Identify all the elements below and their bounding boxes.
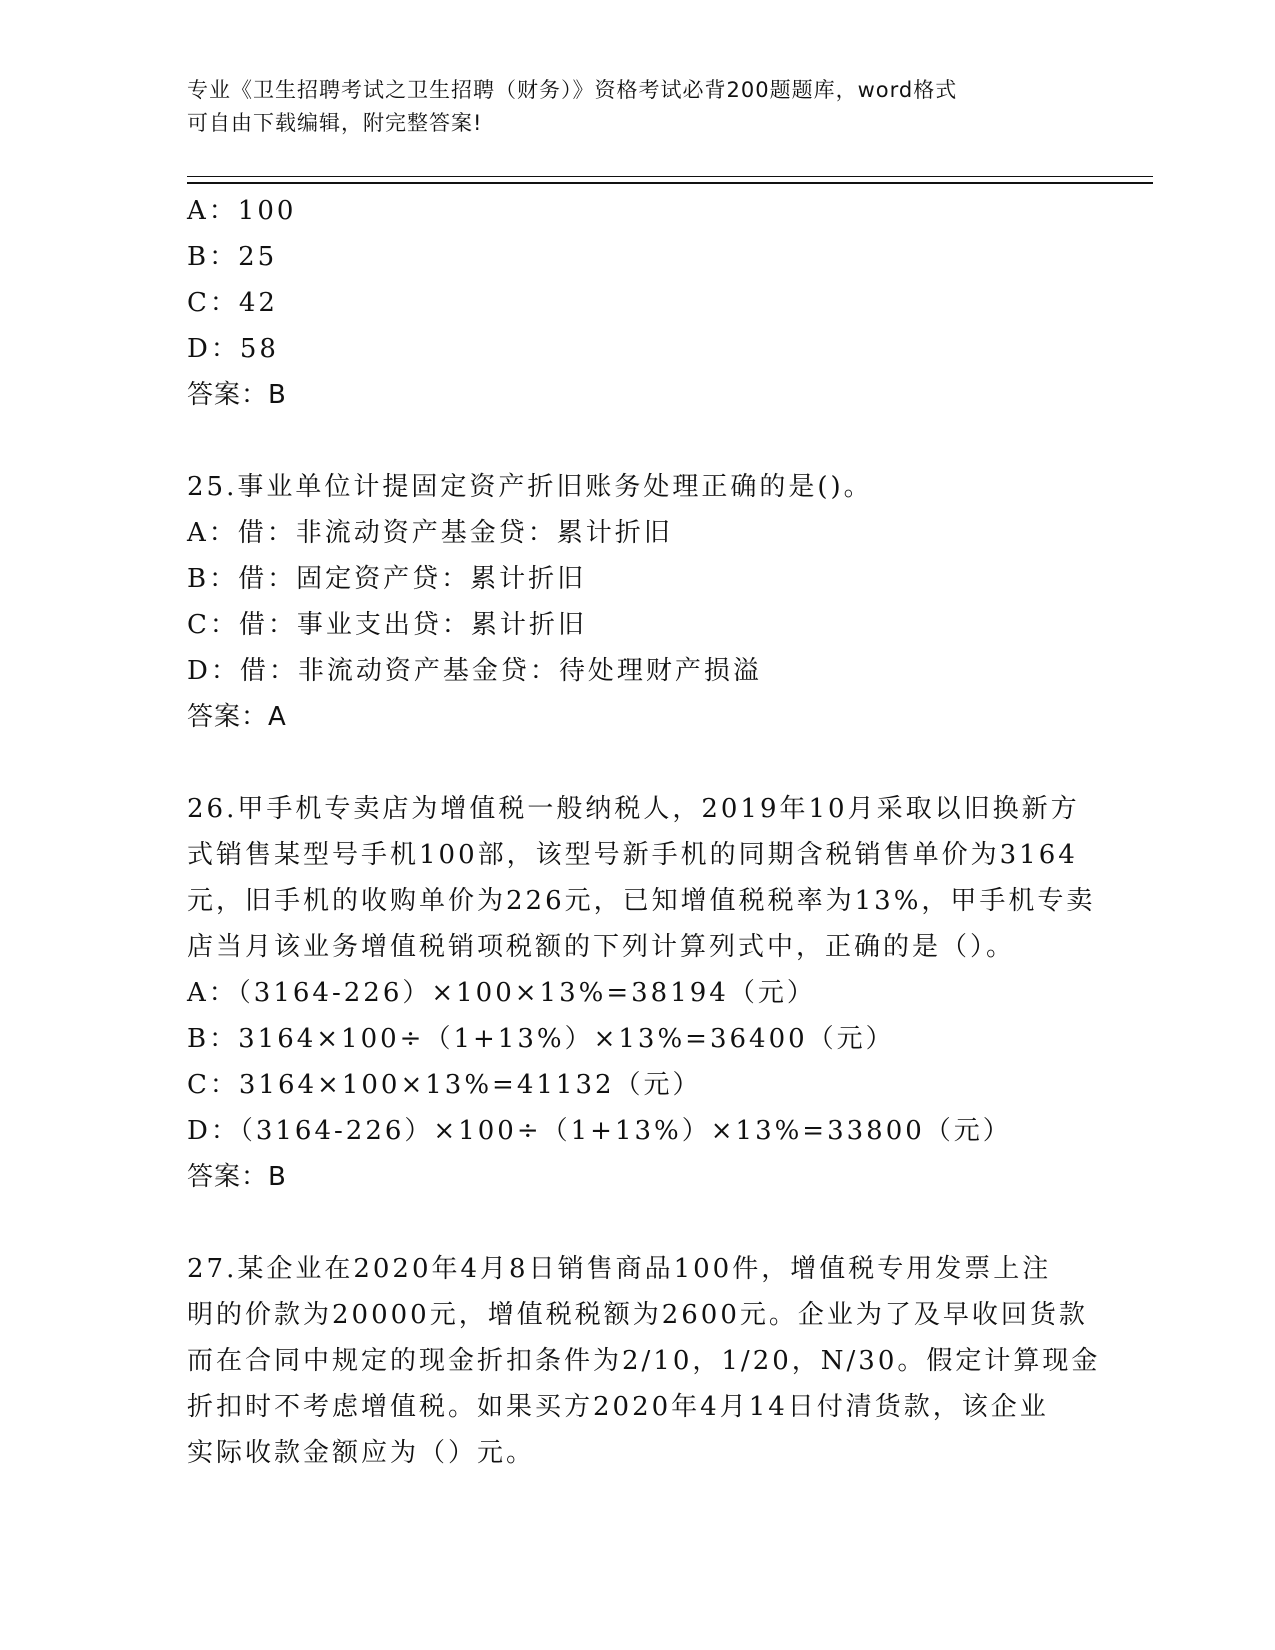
question-27 [187,1246,1101,1476]
option-c: C：3164×100×13%=41132（元） [187,1070,702,1100]
option-d: D：58 [187,334,279,364]
spacer [187,740,1087,786]
spacer [187,1200,1087,1246]
option-c: C：42 [187,288,278,318]
header-title-line2: 可自由下载编辑，附完整答案! [187,111,483,135]
option-a: A：借：非流动资产基金贷：累计折旧 [187,518,673,548]
option-b: B：3164×100÷（1+13%）×13%=36400（元） [187,1024,895,1054]
header-title-line1: 专业《卫生招聘考试之卫生招聘（财务）》资格考试必背200题题库，word格式 [187,78,958,102]
question-stem-line: 实际收款金额应为（）元。 [187,1438,536,1468]
question-stem-line: 而在合同中规定的现金折扣条件为2/10，1/20，N/30。假定计算现金 [187,1346,1101,1376]
question-stem-line: 27.某企业在2020年4月8日销售商品100件，增值税专用发票上注 [187,1254,1052,1284]
option-a: A：（3164-226）×100×13%=38194（元） [187,978,816,1008]
spacer [187,418,1087,464]
answer: 答案：A [187,702,287,732]
question-stem: 25.事业单位计提固定资产折旧账务处理正确的是()。 [187,472,873,502]
answer: 答案：B [187,1162,287,1192]
question-24 [187,188,1087,418]
option-d: D：借：非流动资产基金贷：待处理财产损溢 [187,656,762,686]
question-stem-line: 式销售某型号手机100部，该型号新手机的同期含税销售单价为3164 [187,840,1078,870]
header-divider-top [187,176,1153,177]
question-stem-line: 26.甲手机专卖店为增值税一般纳税人，2019年10月采取以旧换新方 [187,794,1080,824]
header-divider-bottom [187,182,1153,184]
question-26 [187,786,1096,1200]
question-stem-line: 元，旧手机的收购单价为226元，已知增值税税率为13%，甲手机专卖 [187,886,1096,916]
question-stem-line: 店当月该业务增值税销项税额的下列计算列式中，正确的是（）。 [187,932,1016,962]
option-d: D：（3164-226）×100÷（1+13%）×13%=33800（元） [187,1116,1012,1146]
question-list [187,188,1101,1476]
option-c: C：借：事业支出贷：累计折旧 [187,610,587,640]
document-header [187,74,1087,140]
option-a: A：100 [187,196,297,226]
question-stem-line: 折扣时不考虑增值税。如果买方2020年4月14日付清货款，该企业 [187,1392,1049,1422]
option-b: B：借：固定资产贷：累计折旧 [187,564,587,594]
question-stem-line: 明的价款为20000元，增值税税额为2600元。企业为了及早收回货款 [187,1300,1088,1330]
question-25 [187,464,1087,740]
answer: 答案：B [187,380,287,410]
option-b: B：25 [187,242,278,272]
